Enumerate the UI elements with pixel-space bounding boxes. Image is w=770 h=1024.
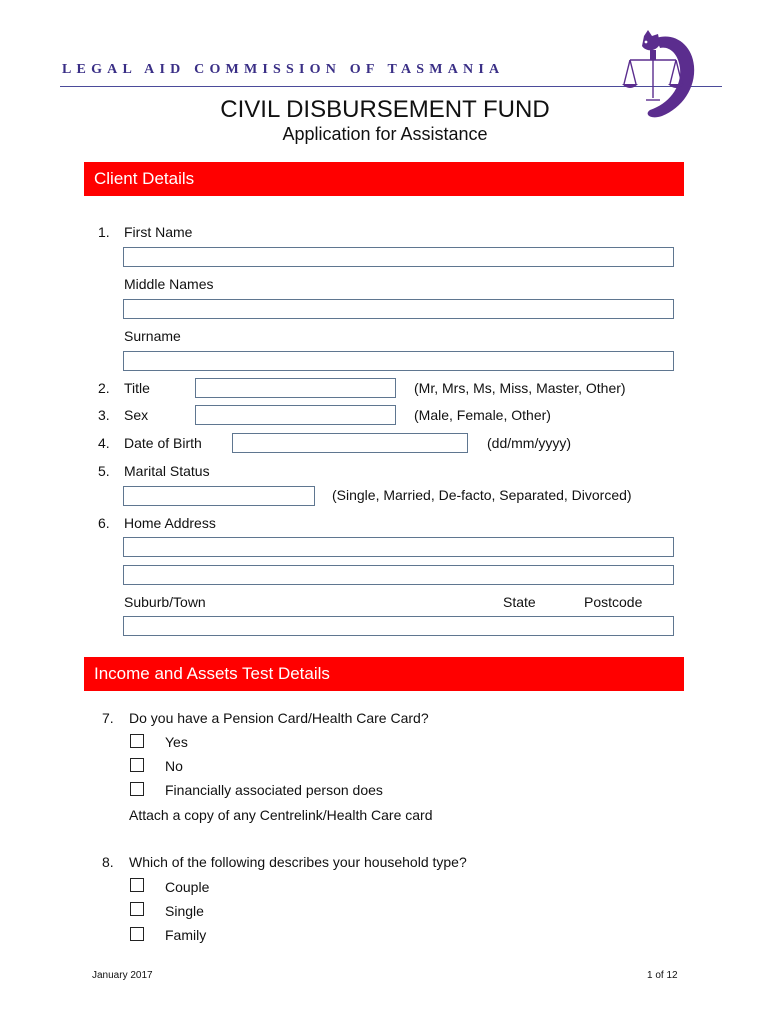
q7-no-checkbox[interactable] [130, 758, 144, 772]
q8-single-checkbox[interactable] [130, 902, 144, 916]
dob-field[interactable] [232, 433, 468, 453]
suburb-label: Suburb/Town [124, 594, 206, 610]
q8-couple-checkbox[interactable] [130, 878, 144, 892]
q8-family-label: Family [165, 927, 207, 943]
title-field[interactable] [195, 378, 396, 398]
footer-date: January 2017 [92, 970, 153, 981]
dob-label: Date of Birth [124, 435, 202, 451]
q8-single-label: Single [165, 903, 204, 919]
home-address-label: Home Address [124, 515, 216, 531]
q3-number: 3. [98, 407, 110, 423]
q8-number: 8. [102, 854, 114, 870]
q7-no-label: No [165, 758, 183, 774]
first-name-label: First Name [124, 224, 193, 240]
first-name-field[interactable] [123, 247, 674, 267]
organisation-name: LEGAL AID COMMISSION OF TASMANIA [62, 62, 505, 77]
section-client-details: Client Details [84, 162, 684, 196]
q7-number: 7. [102, 710, 114, 726]
address-line1-field[interactable] [123, 537, 674, 557]
postcode-label: Postcode [584, 594, 643, 610]
sex-field[interactable] [195, 405, 396, 425]
q8-question: Which of the following describes your household type? [129, 854, 467, 870]
suburb-state-postcode-field[interactable] [123, 616, 674, 636]
q8-family-checkbox[interactable] [130, 927, 144, 941]
title-hint: (Mr, Mrs, Ms, Miss, Master, Other) [414, 380, 626, 396]
q1-number: 1. [98, 224, 110, 240]
form-title: CIVIL DISBURSEMENT FUND [220, 96, 550, 123]
q7-attach-note: Attach a copy of any Centrelink/Health Care card [129, 807, 433, 823]
surname-label: Surname [124, 328, 181, 344]
dob-hint: (dd/mm/yyyy) [487, 435, 571, 451]
section-income-assets: Income and Assets Test Details [84, 657, 684, 691]
q7-question: Do you have a Pension Card/Health Care Card? [129, 710, 429, 726]
marital-status-label: Marital Status [124, 463, 210, 479]
q7-yes-label: Yes [165, 734, 188, 750]
state-label: State [503, 594, 536, 610]
q4-number: 4. [98, 435, 110, 451]
q6-number: 6. [98, 515, 110, 531]
page-number: 1 of 12 [647, 970, 678, 981]
q5-number: 5. [98, 463, 110, 479]
q8-couple-label: Couple [165, 879, 210, 895]
surname-field[interactable] [123, 351, 674, 371]
q7-yes-checkbox[interactable] [130, 734, 144, 748]
sex-label: Sex [124, 407, 149, 423]
q7-financially-associated-label: Financially associated person does [165, 782, 383, 798]
address-line2-field[interactable] [123, 565, 674, 585]
q2-number: 2. [98, 380, 110, 396]
title-label: Title [124, 380, 150, 396]
marital-status-hint: (Single, Married, De-facto, Separated, Divorced) [332, 487, 632, 503]
sex-hint: (Male, Female, Other) [414, 407, 551, 423]
form-subtitle: Application for Assistance [282, 124, 488, 144]
marital-status-field[interactable] [123, 486, 315, 506]
q7-financially-associated-checkbox[interactable] [130, 782, 144, 796]
middle-names-field[interactable] [123, 299, 674, 319]
middle-names-label: Middle Names [124, 276, 214, 292]
